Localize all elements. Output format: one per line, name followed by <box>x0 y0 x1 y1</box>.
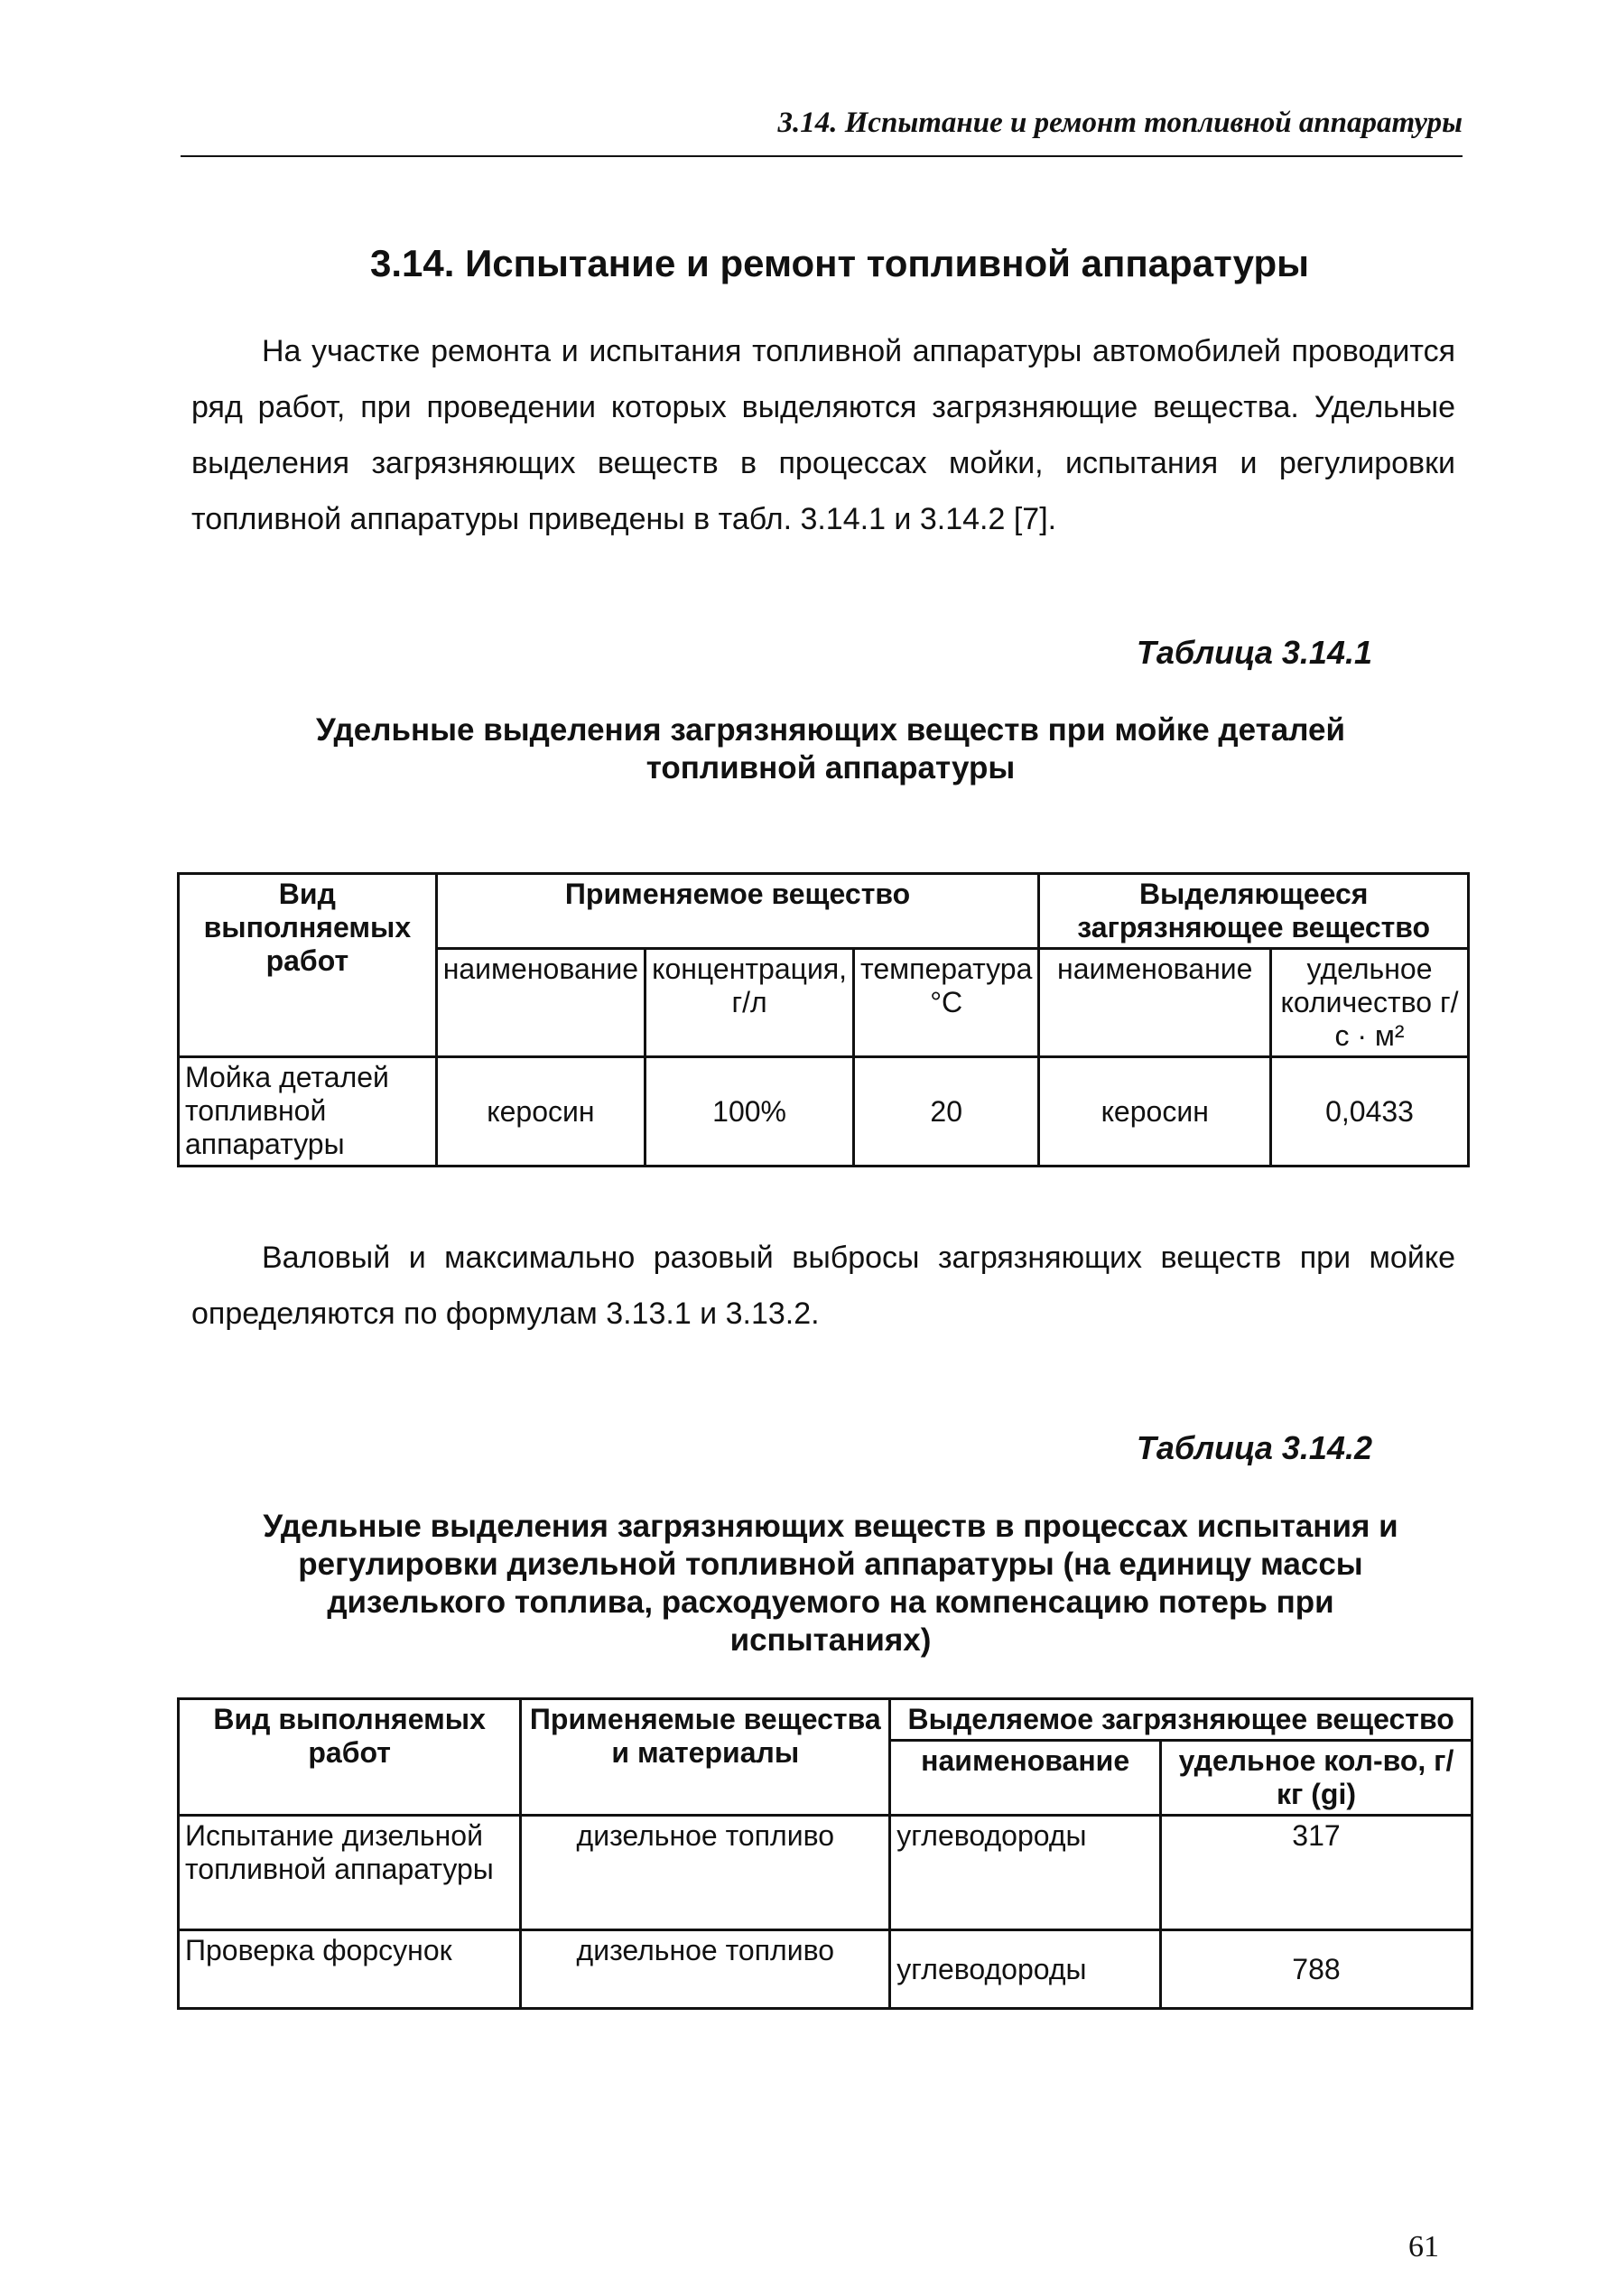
col-header-work-type: Вид выполняемых работ <box>179 1699 521 1816</box>
col-header-specific-amount: удельное количество г/с · м² <box>1271 949 1469 1057</box>
cell-concentration: 100% <box>645 1057 854 1167</box>
cell-substance: керосин <box>436 1057 645 1167</box>
table1-title: Удельные выделения загрязняющих веществ при мойке деталей топливной аппаратуры <box>315 712 1346 785</box>
col-header-concentration: концентрация, г/л <box>645 949 854 1057</box>
cell-pollutant: углеводороды <box>890 1816 1161 1930</box>
table-3-14-1 <box>177 872 1470 1167</box>
cell-temperature: 20 <box>854 1057 1039 1167</box>
col-header-temperature: температура °С <box>854 949 1039 1057</box>
col-header-emitted-pollutant: Выделяемое загрязняющее вещество <box>890 1699 1472 1741</box>
cell-work: Испытание дизельной топливной аппаратуры <box>179 1816 521 1930</box>
cell-amount: 0,0433 <box>1271 1057 1469 1167</box>
cell-work: Мойка деталей топливной аппаратуры <box>179 1057 437 1167</box>
cell-material: дизельное топливо <box>521 1930 890 2009</box>
middle-paragraph: Валовый и максимально разовый выбросы загрязняющих веществ при мойке определяются по формулам 3.13.1 и 3.13.2. <box>191 1241 1455 1331</box>
intro-paragraph: На участке ремонта и испытания топливной аппаратуры автомобилей проводится ряд работ, при проведении которых выделяются загрязняющие вещества. Удельные выделения загрязняющих веществ в процессах мойки, испытания и регулировки топливной аппаратуры приведены в табл. 3.14.1 и 3.14.2 [7]. <box>191 334 1455 536</box>
section-title: 3.14. Испытание и ремонт топливной аппаратуры <box>370 242 1310 284</box>
running-head: 3.14. Испытание и ремонт топливной аппаратуры <box>777 107 1463 139</box>
table-row <box>179 1816 1472 1930</box>
col-header-emitted-pollutant: Выделяющееся загрязняющее вещество <box>1039 874 1469 949</box>
cell-work: Проверка форсунок <box>179 1930 521 2009</box>
table1-number: Таблица 3.14.1 <box>1136 634 1372 671</box>
col-header-name: наименование <box>436 949 645 1057</box>
col-header-pollutant-name: наименование <box>1039 949 1271 1057</box>
col-header-specific-amount: удельное кол-во, г/кг (gi) <box>1160 1741 1472 1816</box>
col-header-materials: Применяемые вещества и материалы <box>521 1699 890 1816</box>
cell-amount: 788 <box>1160 1930 1472 2009</box>
cell-material: дизельное топливо <box>521 1816 890 1930</box>
cell-pollutant: углеводороды <box>890 1930 1161 2009</box>
cell-pollutant: керосин <box>1039 1057 1271 1167</box>
header-rule <box>181 155 1463 157</box>
table-row <box>179 1057 1469 1167</box>
table2-number: Таблица 3.14.2 <box>1136 1429 1372 1466</box>
page-number: 61 <box>1408 2230 1439 2263</box>
table-row <box>179 1930 1472 2009</box>
col-header-applied-substance: Применяемое вещество <box>436 874 1039 949</box>
table2-title: Удельные выделения загрязняющих веществ в процессах испытания и регулировки дизельной топливной аппаратуры (на единицу массы дизелького топлива, расходуемого на компенсацию потерь при испытаниях) <box>263 1509 1398 1658</box>
cell-amount: 317 <box>1160 1816 1472 1930</box>
col-header-name: наименование <box>890 1741 1161 1816</box>
col-header-work-type: Вид выполняемых работ <box>179 874 437 1057</box>
table-3-14-2 <box>177 1697 1473 2010</box>
